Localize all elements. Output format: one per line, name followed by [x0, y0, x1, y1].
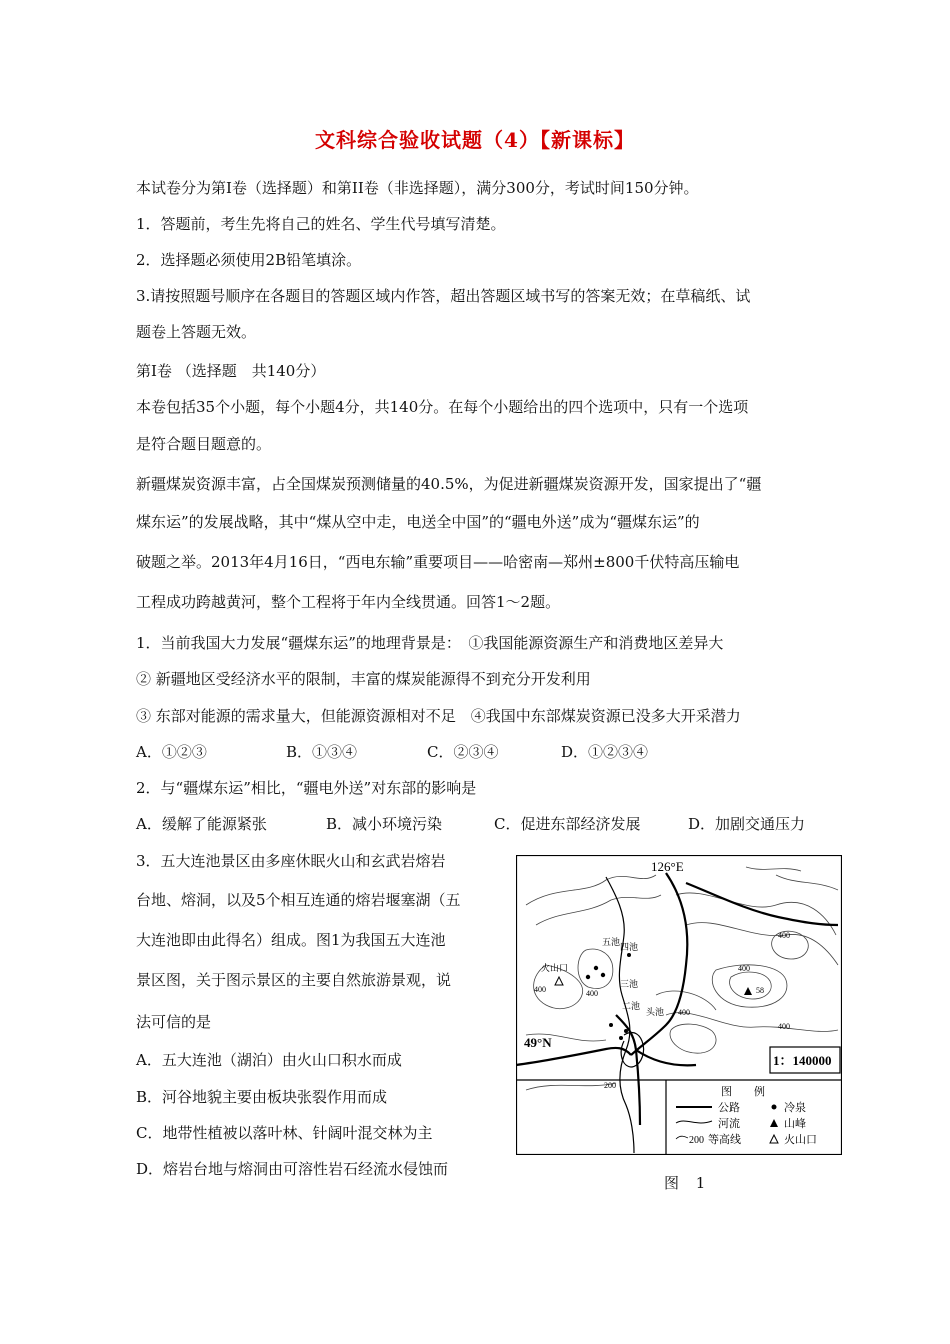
- option-b[interactable]: B．①③④: [286, 743, 358, 761]
- legend-item: 火山口: [784, 1134, 817, 1146]
- option-a[interactable]: A．缓解了能源紧张: [136, 815, 267, 833]
- contour-label: 400: [534, 985, 546, 994]
- question-2-stem: 2．与“疆煤东运”相比，“疆电外送”对东部的影响是: [136, 779, 477, 797]
- lake-label: 三池: [620, 979, 639, 989]
- wudalianchi-map: [516, 855, 842, 1155]
- question-3-line: 景区图，关于图示景区的主要自然旅游景观，说: [136, 971, 452, 989]
- figure-caption: 图 1: [664, 1174, 712, 1192]
- option-b[interactable]: B．减小环境污染: [326, 815, 443, 833]
- intro-line: 是符合题目题意的。: [136, 435, 272, 453]
- legend-spring-icon: [772, 1105, 777, 1110]
- option-d[interactable]: D．熔岩台地与熔洞由可溶性岩石经流水侵蚀而: [136, 1160, 449, 1178]
- option-c[interactable]: C．地带性植被以落叶林、针阔叶混交林为主: [136, 1124, 433, 1142]
- passage-line: 新疆煤炭资源丰富，占全国煤炭预测储量的40.5%，为促进新疆煤炭资源开发，国家提出了“疆: [136, 475, 762, 493]
- intro-line: 题卷上答题无效。: [136, 323, 257, 341]
- lake-label: 头池: [646, 1007, 665, 1017]
- longitude-label: 126°E: [651, 859, 684, 874]
- latitude-label: 49°N: [524, 1035, 552, 1050]
- option-c[interactable]: C．②③④: [427, 743, 499, 761]
- intro-line: 2．选择题必须使用2B铅笔填涂。: [136, 251, 362, 269]
- question-1-stem: 1．当前我国大力发展“疆煤东运”的地理背景是： ①我国能源资源生产和消费地区差异大: [136, 634, 724, 652]
- option-d[interactable]: D．①②③④: [561, 743, 649, 761]
- passage-line: 破题之举。2013年4月16日，“西电东输”重要项目——哈密南—郑州±800千伏特高压输电: [136, 553, 740, 571]
- passage-line: 工程成功跨越黄河，整个工程将于年内全线贯通。回答1～2题。: [136, 593, 561, 611]
- contour-label: 400: [586, 989, 598, 998]
- legend-item: 河流: [718, 1118, 740, 1130]
- question-3-stem: 3．五大连池景区由多座休眠火山和玄武岩熔岩: [136, 852, 446, 870]
- question-3-line: 大连池即由此得名）组成。图1为我国五大连池: [136, 931, 446, 949]
- peak-label: 58: [756, 986, 764, 995]
- page-title: 文科综合验收试题（4）【新课标】: [315, 128, 635, 152]
- option-a[interactable]: A．五大连池（湖泊）由火山口积水而成: [136, 1051, 402, 1069]
- question-1-line: ③ 东部对能源的需求量大，但能源资源相对不足 ④我国中东部煤炭资源已没多大开采潜力: [136, 707, 741, 725]
- option-c[interactable]: C．促进东部经济发展: [494, 815, 641, 833]
- question-1-line: ② 新疆地区受经济水平的限制，丰富的煤炭能源得不到充分开发利用: [136, 670, 591, 688]
- contour-label: 200: [604, 1081, 616, 1090]
- contour-label: 400: [778, 1022, 790, 1031]
- question-3-line: 台地、熔洞，以及5个相互连通的熔岩堰塞湖（五: [136, 891, 461, 909]
- legend-item: 山峰: [784, 1118, 806, 1130]
- option-a[interactable]: A．①②③: [136, 743, 207, 761]
- intro-line: 本卷包括35个小题，每个小题4分，共140分。在每个小题给出的四个选项中，只有一个选项: [136, 398, 749, 416]
- legend-title: 图 例: [721, 1086, 765, 1098]
- legend-item: 公路: [718, 1102, 740, 1114]
- legend-item: 冷泉: [784, 1102, 806, 1114]
- section-heading: 第Ⅰ卷 （选择题 共140分）: [136, 362, 326, 380]
- lake-label: 五池: [602, 937, 621, 947]
- option-d[interactable]: D．加剧交通压力: [688, 815, 806, 833]
- legend-item: 等高线: [708, 1134, 741, 1146]
- passage-line: 煤东运”的发展战略，其中“煤从空中走，电送全中国”的“疆电外送”成为“疆煤东运”的: [136, 513, 700, 531]
- lake-label: 二池: [622, 1001, 641, 1011]
- intro-line: 3.请按照题号顺序在各题目的答题区域内作答，超出答题区域书写的答案无效；在草稿纸、试: [136, 287, 751, 305]
- contour-label: 400: [678, 1008, 690, 1017]
- intro-line: 1．答题前，考生先将自己的姓名、学生代号填写清楚。: [136, 215, 506, 233]
- legend-contour-value: 200: [689, 1135, 704, 1146]
- crater-label: 火山口: [541, 963, 569, 973]
- option-b[interactable]: B．河谷地貌主要由板块张裂作用而成: [136, 1088, 388, 1106]
- lake-label: 四池: [620, 942, 639, 952]
- question-3-line: 法可信的是: [136, 1013, 212, 1031]
- contour-label: 400: [738, 964, 750, 973]
- contour-label: 400: [778, 931, 790, 940]
- intro-line: 本试卷分为第Ⅰ卷（选择题）和第II卷（非选择题），满分300分，考试时间150分钟。: [136, 179, 699, 197]
- scale-label: 1：140000: [773, 1053, 832, 1068]
